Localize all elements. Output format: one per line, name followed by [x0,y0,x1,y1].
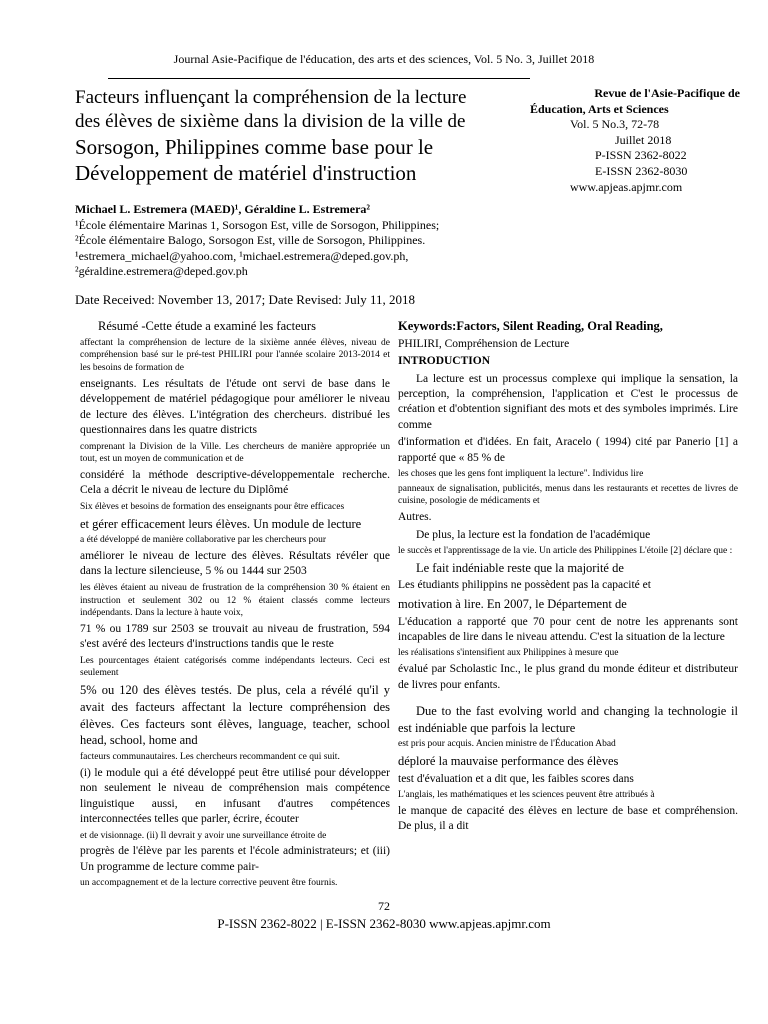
title-line-2: des élèves de sixième dans la division de la ville de [75,110,466,132]
body-quote: évalué par Scholastic Inc., le plus grand du monde éditeur et distributeur de livres pour enfants. [398,663,738,691]
footer-issn: P-ISSN 2362-8022 | E-ISSN 2362-8030 www.apjeas.apjmr.com [217,916,551,932]
abstract-text: améliorer le niveau de lecture des élèves. Résultats révéler que dans la lecture silencieuse, 5 % ou 1444 sur 2503 [80,549,390,578]
body-quote: motivation à lire. En 2007, le Département de [398,596,627,611]
body-text: déploré la mauvaise performance des élèves [398,754,619,769]
journal-volume: Vol. 5 No.3, 72-78 [570,117,660,132]
body-column [398,318,738,837]
body-text: De plus, la lecture est la fondation de l'académique [416,528,651,541]
body-quote: les réalisations s'intensifient aux Philippines à mesure que [398,648,619,659]
body-text: Due to the fast evolving world and changing la technologie il est indéniable que parfois la lecture [398,703,738,735]
journal-info [500,86,740,195]
author-names: Michael L. Estremera (MAED)¹, Géraldine L. Estremera² [75,202,371,216]
body-text: L'anglais, les mathématiques et les sciences peuvent être attribués à [398,790,655,801]
received-dates: Date Received: November 13, 2017; Date Revised: July 11, 2018 [75,292,415,307]
abstract-text: comprenant la Division de la Ville. Les chercheurs de manière appropriée un tout, est un moyen de communication et de [80,441,390,465]
body-text: La lecture est un processus complexe qui implique la sensation, la perception, la compréhension, l'application et C'est le processus de création et d'obtention signifiant des mots et des symboles imprimés. Lire comme [398,372,738,431]
abstract-text: et de visionnage. (ii) Il devrait y avoir une surveillance étroite de [80,830,327,841]
abstract-text: Résumé -Cette étude a examiné les facteurs [98,319,316,333]
author-email-2[interactable]: ²géraldine.estremera@deped.gov.ph [75,264,248,279]
abstract-text: (i) le module qui a été développé peut être utilisé pour développer non seulement le niveau de compréhension mais compétence linguistique aussi, en infusant d'autres compétences interconnectées telles que parler, écrire, écouter [80,766,390,826]
journal-date: Juillet 2018 [615,132,672,147]
article-title [75,86,515,186]
section-heading: INTRODUCTION [398,355,491,368]
journal-pissn: P-ISSN 2362-8022 [595,148,687,163]
body-text: le succès et l'apprentissage de la vie. Un article des Philippines L'étoile [2] déclare que : [398,545,733,556]
keywords: Keywords:Factors, Silent Reading, Oral Reading, [398,319,663,333]
body-text: test d'évaluation et a dit que, les faibles scores dans [398,772,634,785]
body-text: est pris pour acquis. Ancien ministre de l'Éducation Abad [398,739,616,750]
keywords-continued: PHILIRI, Compréhension de Lecture [398,337,570,350]
abstract-column [80,318,390,892]
page-footer [0,898,768,934]
body-text: panneaux de signalisation, publicités, menus dans les restaurants et recettes de livres de cuisine, posologie de médicaments et [398,483,738,507]
abstract-text: un accompagnement et de la lecture corrective peuvent être fournis. [80,878,338,889]
abstract-text: les élèves étaient au niveau de frustration de la compréhension 30 % étaient en instruction et seulement 302 ou 12 % étaient classés comme lecteurs indépendants. Dans la lecture à haute voix, [80,582,390,619]
body-text: d'information et d'idées. En fait, Aracelo ( 1994) cité par Panerio [1] a rapporté que « 85 % de [398,436,738,464]
header-rule [108,78,530,79]
body-quote: Les étudiants philippins ne possèdent pas la capacité et [398,579,651,592]
abstract-text: Les pourcentages étaient catégorisés comme indépendants lecteurs. Ceci est seulement [80,655,390,679]
affiliation-1: ¹École élémentaire Marinas 1, Sorsogon Est, ville de Sorsogon, Philippines; [75,217,440,232]
abstract-text: et gérer efficacement leurs élèves. Un module de lecture [80,516,362,531]
title-line-4: Développement de matériel d'instruction [75,160,417,185]
body-quote: Le fait indéniable reste que la majorité de [416,560,624,575]
affiliation-2: ²École élémentaire Balogo, Sorsogon Est, ville de Sorsogon, Philippines. [75,233,426,248]
author-email-1[interactable]: ¹estremera_michael@yahoo.com, ¹michael.estremera@deped.gov.ph, [75,248,409,263]
abstract-text: 5% ou 120 des élèves testés. De plus, cela a révélé qu'il y avait des facteurs affectant la lecture compréhension des élèves. Ces facteurs sont élèves, language, teacher, school head, school, home and [80,683,390,748]
running-head: Journal Asie-Pacifique de l'éducation, des arts et des sciences, Vol. 5 No. 3, Juillet 2018 [173,52,595,66]
abstract-text: facteurs communautaires. Les chercheurs recommandent ce qui suit. [80,752,340,763]
author-block [75,202,495,280]
abstract-text: Six élèves et besoins de formation des enseignants pour être efficaces [80,501,345,512]
abstract-text: a été développé de manière collaborative par les chercheurs pour [80,535,327,546]
abstract-text: affectant la compréhension de lecture de la sixième année élèves, niveau de compréhension basé sur le pré-test PHILIRI pour l'année scolaire 2013-2014 et les besoins de formation de [80,337,390,374]
title-line-1: Facteurs influençant la compréhension de la lecture [75,87,467,108]
abstract-text: considéré la méthode descriptive-développementale recherche. Cela a décrit le niveau de lecture du Diplômé [80,468,390,497]
abstract-text: enseignants. Les résultats de l'étude ont servi de base dans le développement de matériel pédagogique pour améliorer le niveau de lecture des élèves. L'intégration des chercheurs. distribué les questionnaires dans les quatre districts [80,377,390,437]
journal-eissn: E-ISSN 2362-8030 [595,163,688,178]
body-text: Autres. [398,511,432,524]
body-text: le manque de capacité des élèves en lecture de base et compréhension. De plus, il a dit [398,805,738,833]
page-number: 72 [378,899,390,913]
journal-name-1: Revue de l'Asie-Pacifique de [594,86,740,100]
journal-url[interactable]: www.apjeas.apjmr.com [570,179,683,194]
abstract-text: 71 % ou 1789 sur 2503 se trouvait au niveau de frustration, 594 s'est avéré des lecteurs d'instructions tandis que le reste [80,622,390,651]
body-text: les choses que les gens font impliquent la lecture". Individus lire [398,469,644,479]
body-quote: L'éducation a rapporté que 70 pour cent de notre les apprenants sont incapables de lire dans le niveau attendu. C'est la situation de la lecture [398,615,738,643]
journal-name-2: Éducation, Arts et Sciences [530,101,669,116]
abstract-text: progrès de l'élève par les parents et l'école administrateurs; et (iii) Un programme de lecture comme pair- [80,845,390,873]
title-line-3: Sorsogon, Philippines comme base pour le [75,134,434,159]
